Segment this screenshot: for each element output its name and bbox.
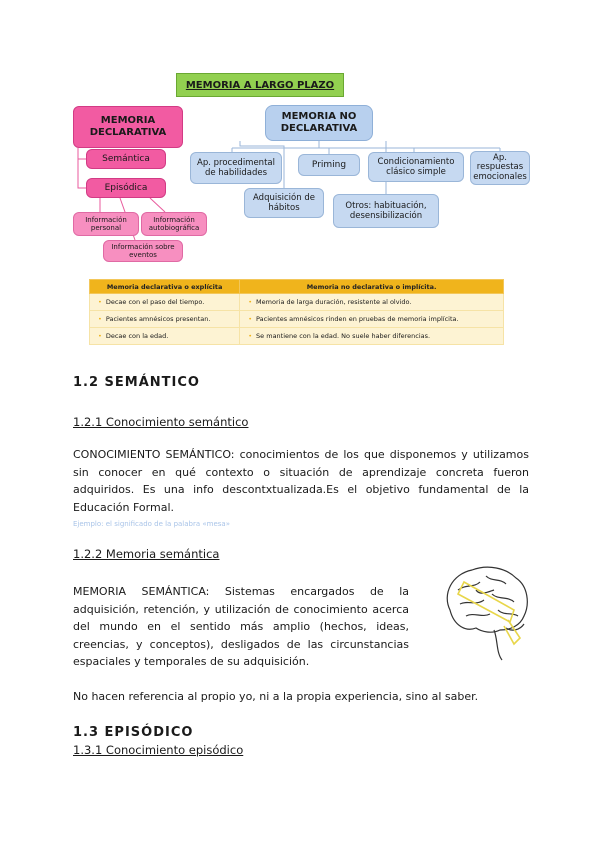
section-1-2-1-paragraph: CONOCIMIENTO SEMÁNTICO: conocimientos de los que disponemos y utilizamos sin conocer en qué contexto o situación de aprendizaje concreta fueron adquiridos. Es una info descontxtualizada.Es el objetivo fundamental de la Educación Formal. bbox=[73, 448, 529, 514]
non-declarative-line2: DECLARATIVA bbox=[280, 123, 358, 134]
table-header: Memoria no declarativa o implícita. bbox=[240, 280, 504, 294]
section-1-3-1-title: 1.3.1 Conocimiento episódico bbox=[73, 743, 244, 757]
habituation-node: Otros: habituación, desensibilización bbox=[333, 194, 439, 228]
bullet-icon: • bbox=[248, 332, 253, 340]
table-cell: Memoria de larga duración, resistente al olvido. bbox=[256, 298, 412, 306]
non-declarative-memory-node bbox=[265, 105, 373, 141]
table-row bbox=[90, 294, 504, 311]
memory-comparison-table bbox=[89, 279, 504, 345]
table-cell: Pacientes amnésicos presentan. bbox=[105, 315, 211, 323]
example-text: Ejemplo: el significado de la palabra «mesa» bbox=[73, 520, 231, 528]
section-1-3-title: 1.3 EPISÓDICO bbox=[73, 725, 194, 740]
declarative-line2: DECLARATIVA bbox=[89, 127, 167, 138]
table-header: Memoria declarativa o explícita bbox=[90, 280, 240, 294]
diagram-title: MEMORIA A LARGO PLAZO bbox=[176, 73, 344, 97]
priming-node: Priming bbox=[298, 154, 360, 176]
bullet-icon: • bbox=[248, 315, 253, 323]
declarative-line1: MEMORIA bbox=[100, 115, 156, 126]
conditioning-node: Condicionamiento clásico simple bbox=[368, 152, 464, 182]
section-1-2-title: 1.2 SEMÁNTICO bbox=[73, 375, 200, 390]
table-cell: Se mantiene con la edad. No suele haber diferencias. bbox=[256, 332, 431, 340]
episodic-child-personal: Información personal bbox=[73, 212, 139, 236]
declarative-memory-node bbox=[73, 106, 183, 148]
table-cell: Decae con la edad. bbox=[105, 332, 169, 340]
section-1-2-2-note: No hacen referencia al propio yo, ni a la propia experiencia, sino al saber. bbox=[73, 690, 479, 703]
procedural-node: Ap. procedimental de habilidades bbox=[190, 152, 282, 184]
table-cell: Pacientes amnésicos rinden en pruebas de memoria implícita. bbox=[256, 315, 459, 323]
section-1-2-2-title: 1.2.2 Memoria semántica bbox=[73, 547, 220, 561]
bullet-icon: • bbox=[248, 298, 253, 306]
bullet-icon: • bbox=[98, 315, 102, 323]
table-cell: Decae con el paso del tiempo. bbox=[105, 298, 205, 306]
table-row bbox=[90, 311, 504, 328]
episodic-node: Episódica bbox=[86, 178, 166, 198]
semantic-node: Semántica bbox=[86, 149, 166, 169]
episodic-child-events: Información sobre eventos bbox=[103, 240, 183, 262]
emotional-responses-node: Ap. respuestas emocionales bbox=[470, 151, 530, 185]
table-row bbox=[90, 328, 504, 345]
section-1-2-1-title: 1.2.1 Conocimiento semántico bbox=[73, 415, 249, 429]
bullet-icon: • bbox=[98, 332, 102, 340]
non-declarative-line1: MEMORIA NO bbox=[281, 111, 357, 122]
section-1-2-2-paragraph: MEMORIA SEMÁNTICA: Sistemas encargados de la adquisición, retención, y utilización de conocimiento acerca del mundo en el sentido más amplio (hechos, ideas, creencias, y conceptos), desligados de las circunstancias espaciales y temporales de su adquisición. bbox=[73, 585, 409, 668]
episodic-child-autobiographical: Información autobiográfica bbox=[141, 212, 207, 236]
brain-illustration bbox=[436, 560, 536, 664]
bullet-icon: • bbox=[98, 298, 102, 306]
habits-node: Adquisición de hábitos bbox=[244, 188, 324, 218]
